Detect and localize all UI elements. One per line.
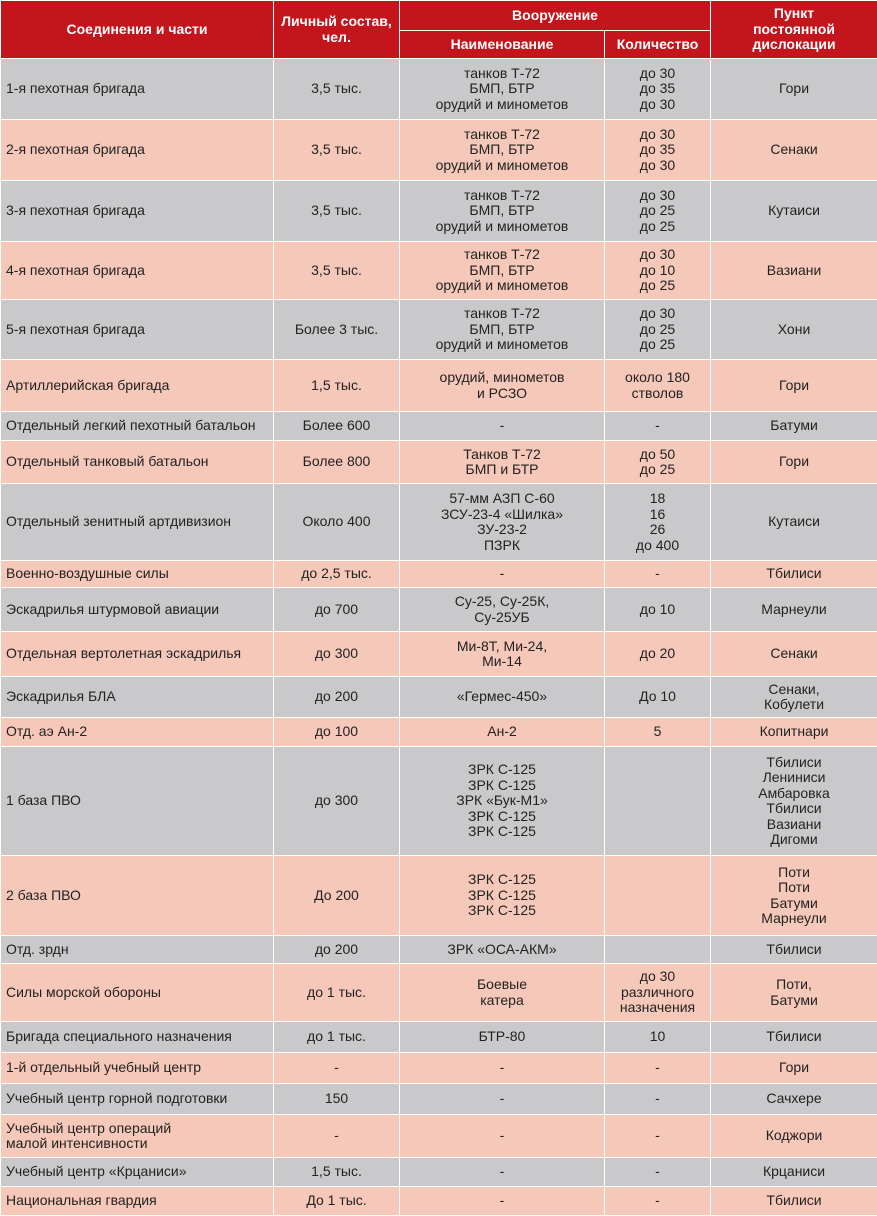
weapon-name-cell: - (400, 1115, 605, 1158)
unit-cell: Учебный центр «Крцаниси» (1, 1158, 274, 1187)
table-row (1, 300, 877, 360)
weapon-quantity-cell: до 30 до 10 до 25 (605, 242, 711, 300)
weapon-name-cell: «Гермес-450» (400, 677, 605, 718)
personnel-cell: Более 600 (274, 412, 400, 441)
unit-cell: 4-я пехотная бригада (1, 242, 274, 300)
table-row (1, 856, 877, 936)
location-cell: Вазиани (711, 242, 877, 300)
table-row (1, 1115, 877, 1158)
table-row (1, 964, 877, 1022)
location-cell: Гори (711, 441, 877, 484)
location-cell: Кутаиси (711, 484, 877, 561)
personnel-cell: 1,5 тыс. (274, 360, 400, 412)
personnel-cell: До 200 (274, 856, 400, 936)
personnel-cell: до 1 тыс. (274, 1022, 400, 1053)
personnel-cell: Около 400 (274, 484, 400, 561)
unit-cell: Учебный центр операций малой интенсивности (1, 1115, 274, 1158)
unit-cell: 3-я пехотная бригада (1, 181, 274, 242)
weapon-quantity-cell (605, 936, 711, 964)
unit-cell: 2-я пехотная бригада (1, 120, 274, 181)
location-cell: Сенаки, Кобулети (711, 677, 877, 718)
weapon-quantity-cell: - (605, 1053, 711, 1084)
table-row (1, 59, 877, 120)
weapon-name-cell: - (400, 412, 605, 441)
table-row (1, 632, 877, 677)
location-cell: Батуми (711, 412, 877, 441)
weapon-quantity-cell: - (605, 561, 711, 588)
weapon-quantity-cell: до 30 до 25 до 25 (605, 181, 711, 242)
table-row (1, 181, 877, 242)
weapon-quantity-cell: 5 (605, 718, 711, 747)
weapon-quantity-cell: до 20 (605, 632, 711, 677)
location-cell: Сенаки (711, 120, 877, 181)
weapon-quantity-cell: до 30 до 35 до 30 (605, 120, 711, 181)
weapon-name-cell: - (400, 1084, 605, 1115)
location-cell: Сенаки (711, 632, 877, 677)
weapon-name-cell: 57-мм АЗП С-60 ЗСУ-23-4 «Шилка» ЗУ-23-2 ПЗРК (400, 484, 605, 561)
header-units: Соединения и части (1, 1, 274, 59)
personnel-cell: 150 (274, 1084, 400, 1115)
weapon-name-cell: ЗРК С-125 ЗРК С-125 ЗРК «Бук-М1» ЗРК С-125 ЗРК С-125 (400, 747, 605, 856)
weapon-name-cell: - (400, 1158, 605, 1187)
weapon-quantity-cell: 10 (605, 1022, 711, 1053)
weapon-name-cell: ЗРК С-125 ЗРК С-125 ЗРК С-125 (400, 856, 605, 936)
header-personnel: Личный состав, чел. (274, 1, 400, 59)
header-quantity: Количество (605, 31, 711, 59)
table-row (1, 747, 877, 856)
table-row (1, 242, 877, 300)
header-armament: Вооружение (400, 1, 711, 31)
personnel-cell: 3,5 тыс. (274, 59, 400, 120)
table-row (1, 1084, 877, 1115)
location-cell: Гори (711, 1053, 877, 1084)
weapon-quantity-cell: до 30 до 35 до 30 (605, 59, 711, 120)
personnel-cell: до 2,5 тыс. (274, 561, 400, 588)
unit-cell: Отдельный зенитный артдивизион (1, 484, 274, 561)
unit-cell: Учебный центр горной подготовки (1, 1084, 274, 1115)
table-row (1, 677, 877, 718)
location-cell: Поти, Батуми (711, 964, 877, 1022)
weapon-quantity-cell: около 180 стволов (605, 360, 711, 412)
weapon-quantity-cell (605, 747, 711, 856)
location-cell: Коджори (711, 1115, 877, 1158)
weapon-name-cell: - (400, 1187, 605, 1216)
location-cell: Поти Поти Батуми Марнеули (711, 856, 877, 936)
personnel-cell: до 200 (274, 677, 400, 718)
unit-cell: 2 база ПВО (1, 856, 274, 936)
unit-cell: Отдельная вертолетная эскадрилья (1, 632, 274, 677)
unit-cell: Эскадрилья БЛА (1, 677, 274, 718)
table-row (1, 1022, 877, 1053)
location-cell: Кутаиси (711, 181, 877, 242)
personnel-cell: Более 800 (274, 441, 400, 484)
location-cell: Тбилиси (711, 1022, 877, 1053)
weapon-name-cell: танков Т-72 БМП, БТР орудий и минометов (400, 300, 605, 360)
unit-cell: Отдельный танковый батальон (1, 441, 274, 484)
location-cell: Марнеули (711, 588, 877, 632)
location-cell: Хони (711, 300, 877, 360)
unit-cell: 1 база ПВО (1, 747, 274, 856)
weapon-name-cell: Боевые катера (400, 964, 605, 1022)
weapon-name-cell: танков Т-72 БМП, БТР орудий и минометов (400, 181, 605, 242)
header-name: Наименование (400, 31, 605, 59)
weapon-quantity-cell: до 30 различного назначения (605, 964, 711, 1022)
unit-cell: Отд. зрдн (1, 936, 274, 964)
unit-cell: Отд. аэ Ан-2 (1, 718, 274, 747)
personnel-cell: 3,5 тыс. (274, 242, 400, 300)
unit-cell: Национальная гвардия (1, 1187, 274, 1216)
weapon-quantity-cell: - (605, 1115, 711, 1158)
personnel-cell: до 300 (274, 747, 400, 856)
table-row (1, 1158, 877, 1187)
unit-cell: 1-й отдельный учебный центр (1, 1053, 274, 1084)
table-row (1, 412, 877, 441)
unit-cell: 5-я пехотная бригада (1, 300, 274, 360)
table-row (1, 936, 877, 964)
personnel-cell: - (274, 1053, 400, 1084)
table-row (1, 484, 877, 561)
unit-cell: Бригада специального назначения (1, 1022, 274, 1053)
weapon-name-cell: ЗРК «ОСА-АКМ» (400, 936, 605, 964)
location-cell: Тбилиси (711, 1187, 877, 1216)
personnel-cell: до 100 (274, 718, 400, 747)
location-cell: Тбилиси (711, 561, 877, 588)
weapon-name-cell: - (400, 561, 605, 588)
weapon-quantity-cell: - (605, 1187, 711, 1216)
weapon-quantity-cell: - (605, 412, 711, 441)
table-row (1, 120, 877, 181)
weapon-quantity-cell: до 10 (605, 588, 711, 632)
table-row (1, 1053, 877, 1084)
table-row (1, 441, 877, 484)
unit-cell: Отдельный легкий пехотный батальон (1, 412, 274, 441)
weapon-quantity-cell (605, 856, 711, 936)
table-row (1, 1187, 877, 1216)
weapon-name-cell: орудий, минометов и РСЗО (400, 360, 605, 412)
table-row (1, 718, 877, 747)
personnel-cell: Более 3 тыс. (274, 300, 400, 360)
unit-cell: Силы морской обороны (1, 964, 274, 1022)
weapon-name-cell: Су-25, Су-25К, Су-25УБ (400, 588, 605, 632)
table-row (1, 561, 877, 588)
weapon-quantity-cell: до 50 до 25 (605, 441, 711, 484)
location-cell: Крцаниси (711, 1158, 877, 1187)
location-cell: Тбилиси Лениниси Амбаровка Тбилиси Вазиани Дигоми (711, 747, 877, 856)
weapon-name-cell: танков Т-72 БМП, БТР орудий и минометов (400, 120, 605, 181)
unit-cell: Артиллерийская бригада (1, 360, 274, 412)
weapon-quantity-cell: - (605, 1084, 711, 1115)
weapon-quantity-cell: - (605, 1158, 711, 1187)
table-row (1, 588, 877, 632)
weapon-quantity-cell: До 10 (605, 677, 711, 718)
personnel-cell: до 700 (274, 588, 400, 632)
weapon-name-cell: Ан-2 (400, 718, 605, 747)
location-cell: Тбилиси (711, 936, 877, 964)
location-cell: Гори (711, 360, 877, 412)
weapon-quantity-cell: 18 16 26 до 400 (605, 484, 711, 561)
location-cell: Сачхере (711, 1084, 877, 1115)
weapon-name-cell: Ми-8Т, Ми-24, Ми-14 (400, 632, 605, 677)
weapon-name-cell: БТР-80 (400, 1022, 605, 1053)
personnel-cell: 1,5 тыс. (274, 1158, 400, 1187)
personnel-cell: - (274, 1115, 400, 1158)
weapon-name-cell: Танков Т-72 БМП и БТР (400, 441, 605, 484)
table-row (1, 360, 877, 412)
personnel-cell: до 200 (274, 936, 400, 964)
personnel-cell: до 300 (274, 632, 400, 677)
personnel-cell: 3,5 тыс. (274, 181, 400, 242)
weapon-name-cell: танков Т-72 БМП, БТР орудий и минометов (400, 59, 605, 120)
weapon-quantity-cell: до 30 до 25 до 25 (605, 300, 711, 360)
personnel-cell: 3,5 тыс. (274, 120, 400, 181)
unit-cell: Военно-воздушные силы (1, 561, 274, 588)
personnel-cell: до 1 тыс. (274, 964, 400, 1022)
header-location: Пункт постоянной дислокации (711, 1, 877, 59)
location-cell: Копитнари (711, 718, 877, 747)
location-cell: Гори (711, 59, 877, 120)
unit-cell: 1-я пехотная бригада (1, 59, 274, 120)
weapon-name-cell: танков Т-72 БМП, БТР орудий и минометов (400, 242, 605, 300)
weapon-name-cell: - (400, 1053, 605, 1084)
unit-cell: Эскадрилья штурмовой авиации (1, 588, 274, 632)
personnel-cell: До 1 тыс. (274, 1187, 400, 1216)
